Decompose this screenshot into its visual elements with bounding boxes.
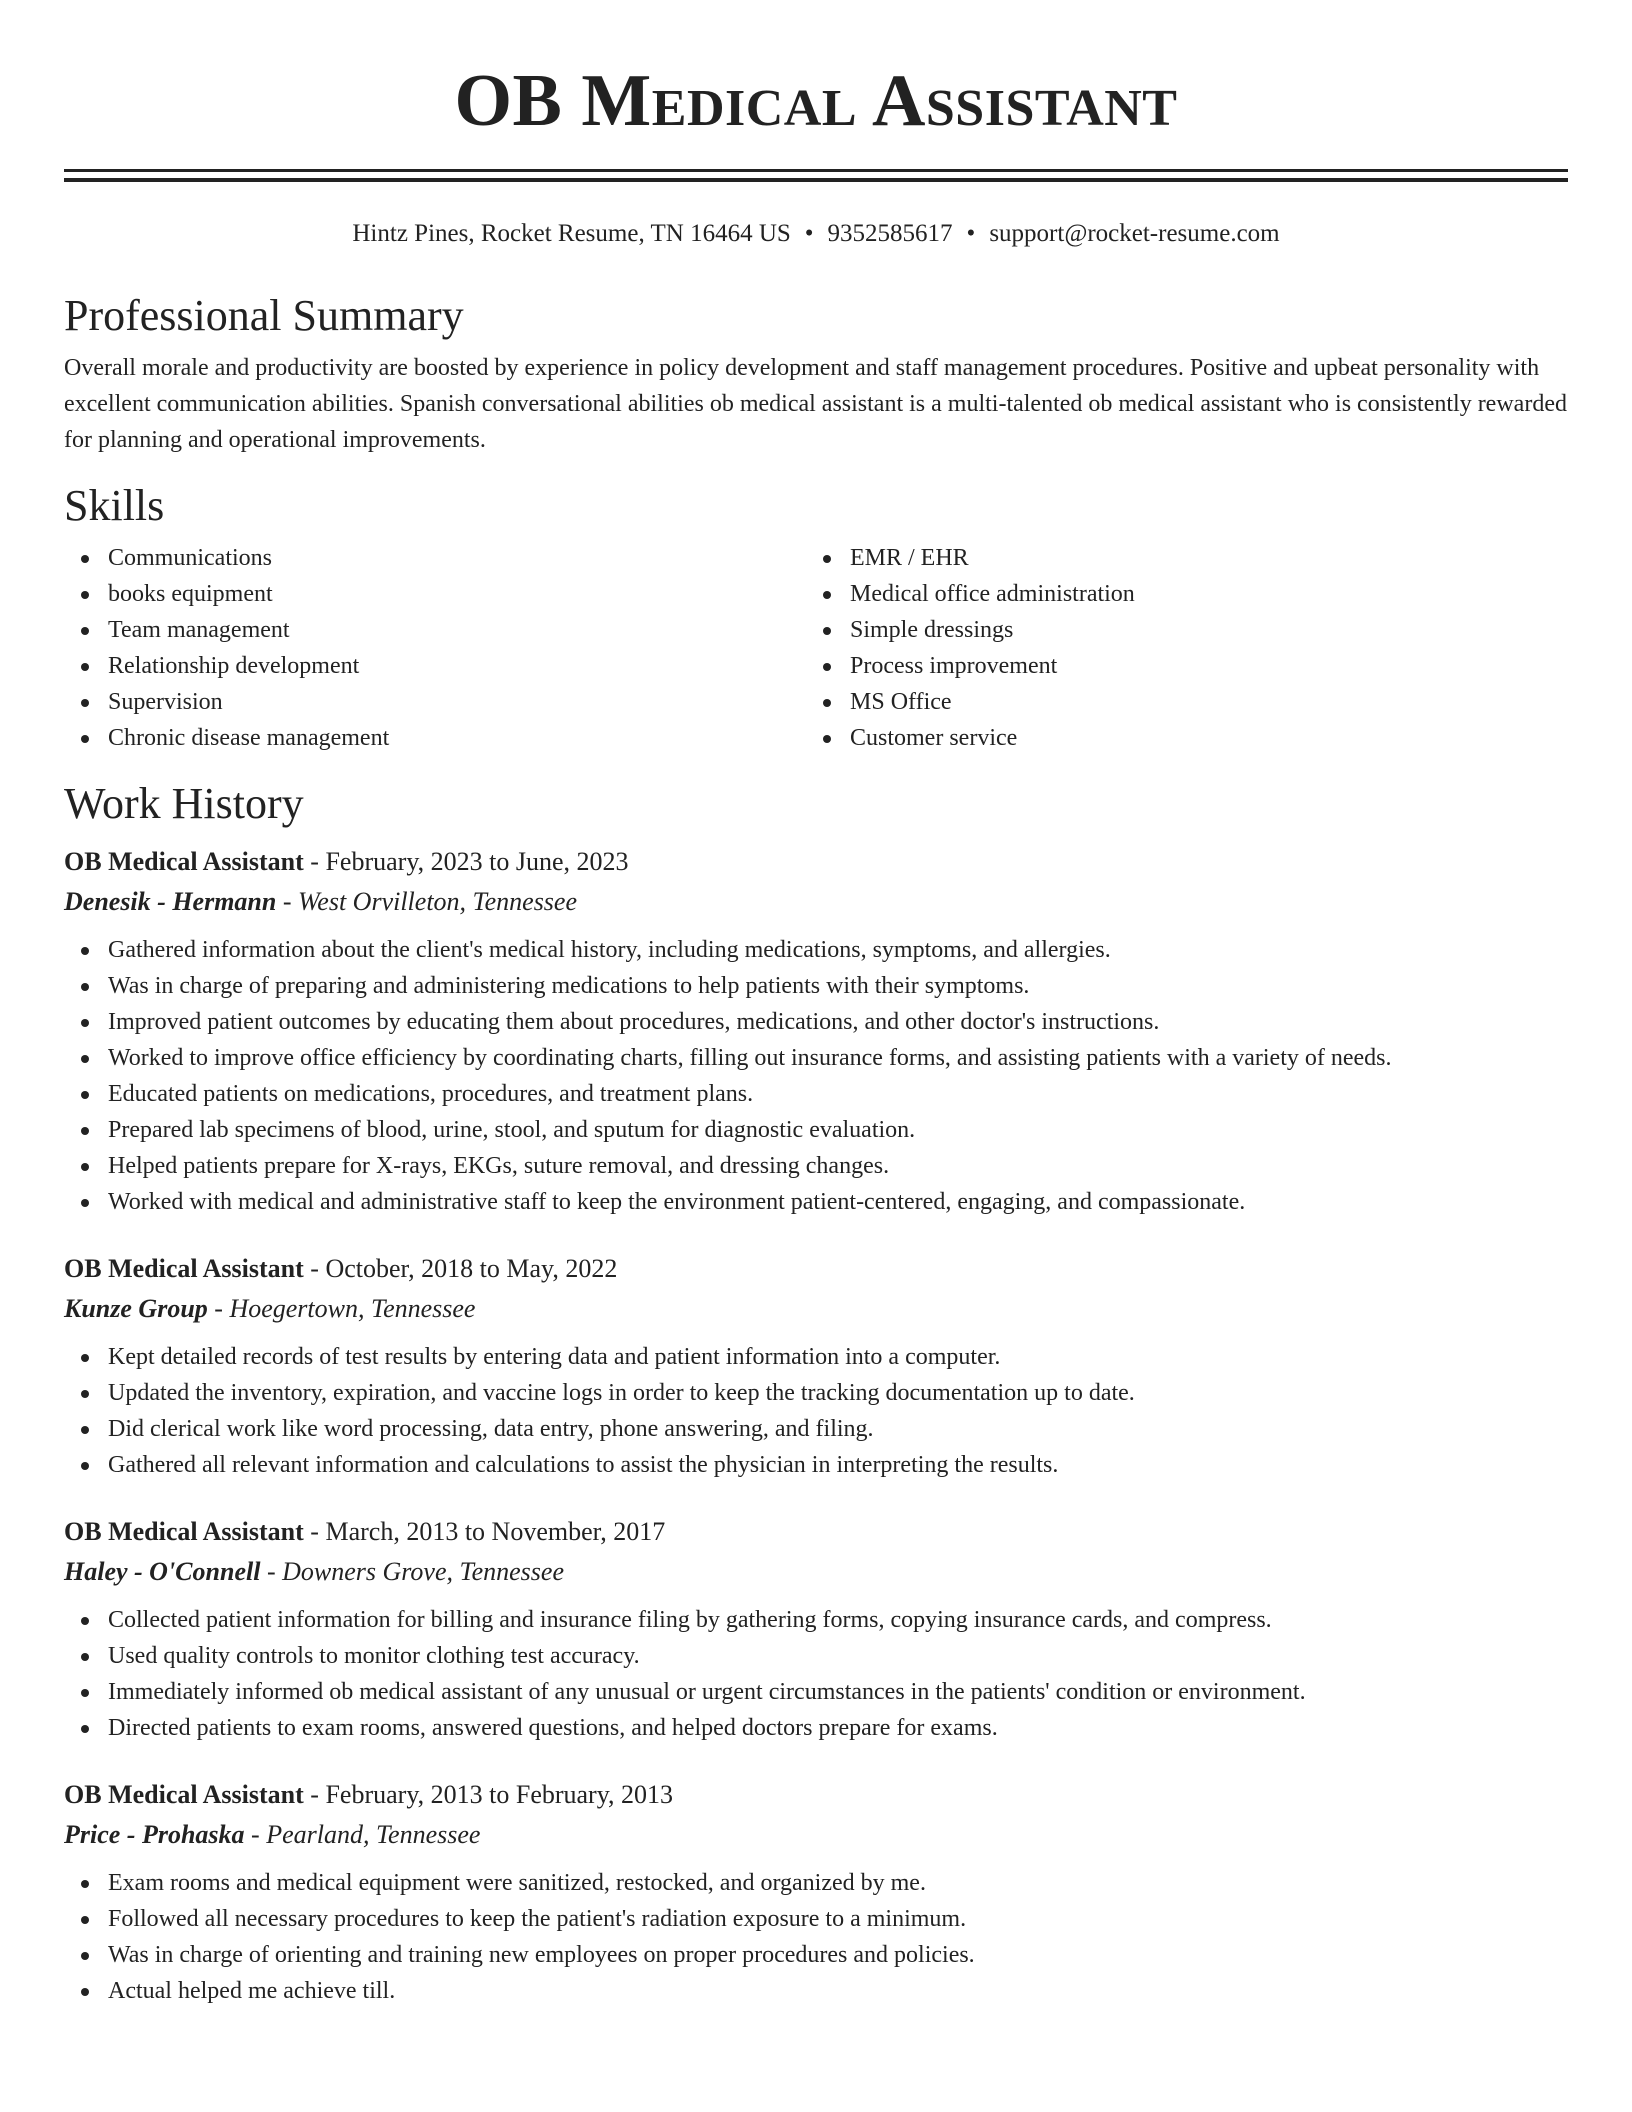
duty-item: Improved patient outcomes by educating them about procedures, medications, and other doctor's instructions. <box>64 1004 1568 1040</box>
job-title: OB Medical Assistant <box>64 847 304 876</box>
job-entry <box>64 844 1568 1220</box>
contact-email: support@rocket-resume.com <box>989 220 1280 247</box>
skill-item: books equipment <box>64 576 806 612</box>
duty-item: Exam rooms and medical equipment were sanitized, restocked, and organized by me. <box>64 1865 1568 1901</box>
job-title: OB Medical Assistant <box>64 1254 304 1283</box>
duty-item: Actual helped me achieve till. <box>64 1973 1568 2009</box>
job-company-line <box>64 1554 1568 1590</box>
contact-separator: • <box>804 220 814 247</box>
skill-item: Medical office administration <box>806 576 1548 612</box>
job-dash: - <box>260 1557 283 1586</box>
job-duties-list <box>64 1865 1568 2009</box>
job-duties-list <box>64 1339 1568 1483</box>
duty-item: Followed all necessary procedures to keep the patient's radiation exposure to a minimum. <box>64 1901 1568 1937</box>
duty-item: Directed patients to exam rooms, answered questions, and helped doctors prepare for exams. <box>64 1710 1568 1746</box>
duty-item: Kept detailed records of test results by entering data and patient information into a computer. <box>64 1339 1568 1375</box>
job-dash: - <box>244 1820 267 1849</box>
job-location: Pearland, Tennessee <box>266 1820 481 1849</box>
job-title-line <box>64 1251 1568 1287</box>
job-dash: - <box>303 1254 326 1283</box>
skill-item: Communications <box>64 540 806 576</box>
job-dash: - <box>303 1517 326 1546</box>
job-duties-list <box>64 932 1568 1220</box>
duty-item: Immediately informed ob medical assistant of any unusual or urgent circumstances in the patients' condition or environment. <box>64 1674 1568 1710</box>
skills-column-left <box>64 540 806 756</box>
duty-item: Gathered all relevant information and calculations to assist the physician in interpreting the results. <box>64 1447 1568 1483</box>
job-location: Hoegertown, Tennessee <box>229 1294 476 1323</box>
contact-phone: 9352585617 <box>827 220 953 247</box>
job-company: Denesik - Hermann <box>64 887 277 916</box>
job-entry <box>64 1251 1568 1483</box>
header-divider-bottom <box>64 178 1568 182</box>
job-title-line <box>64 1777 1568 1813</box>
job-company-line <box>64 884 1568 920</box>
skills-grid <box>64 540 1568 756</box>
duty-item: Gathered information about the client's medical history, including medications, symptoms, and allergies. <box>64 932 1568 968</box>
job-company: Kunze Group <box>64 1294 208 1323</box>
duty-item: Updated the inventory, expiration, and vaccine logs in order to keep the tracking documentation up to date. <box>64 1375 1568 1411</box>
skill-item: Supervision <box>64 684 806 720</box>
summary-text: Overall morale and productivity are boosted by experience in policy development and staff management procedures. Positive and upbeat personality with excellent communication abilities. Spanish conversational abilities ob medical assistant is a multi-talented ob medical assistant who is consistently rewarded for planning and operational improvements. <box>64 355 1567 453</box>
job-company-line <box>64 1817 1568 1853</box>
header-divider-top <box>64 169 1568 172</box>
skills-heading: Skills <box>64 481 165 530</box>
job-company-line <box>64 1291 1568 1327</box>
job-dash: - <box>207 1294 230 1323</box>
duty-item: Worked with medical and administrative staff to keep the environment patient-centered, engaging, and compassionate. <box>64 1184 1568 1220</box>
job-title-line <box>64 844 1568 880</box>
skill-item: Process improvement <box>806 648 1548 684</box>
duty-item: Was in charge of orienting and training new employees on proper procedures and policies. <box>64 1937 1568 1973</box>
job-dates: March, 2013 to November, 2017 <box>325 1517 666 1546</box>
job-title: OB Medical Assistant <box>64 1780 304 1809</box>
job-entry <box>64 1514 1568 1746</box>
contact-line <box>64 218 1568 250</box>
duty-item: Did clerical work like word processing, data entry, phone answering, and filing. <box>64 1411 1568 1447</box>
job-dates: February, 2013 to February, 2013 <box>325 1780 674 1809</box>
job-dash: - <box>303 847 326 876</box>
skills-column-right <box>806 540 1548 756</box>
skill-item: MS Office <box>806 684 1548 720</box>
job-duties-list <box>64 1602 1568 1746</box>
job-location: Downers Grove, Tennessee <box>282 1557 564 1586</box>
skill-item: Simple dressings <box>806 612 1548 648</box>
skill-item: Relationship development <box>64 648 806 684</box>
skill-item: Team management <box>64 612 806 648</box>
skill-item: EMR / EHR <box>806 540 1548 576</box>
job-entry <box>64 1777 1568 2009</box>
skill-item: Chronic disease management <box>64 720 806 756</box>
skill-item: Customer service <box>806 720 1548 756</box>
duty-item: Helped patients prepare for X-rays, EKGs, suture removal, and dressing changes. <box>64 1148 1568 1184</box>
resume-page <box>64 0 1568 2009</box>
job-location: West Orvilleton, Tennessee <box>298 887 578 916</box>
resume-name: OB Medical Assistant <box>454 60 1178 142</box>
duty-item: Collected patient information for billing and insurance filing by gathering forms, copying insurance cards, and compress. <box>64 1602 1568 1638</box>
duty-item: Educated patients on medications, procedures, and treatment plans. <box>64 1076 1568 1112</box>
job-dash: - <box>276 887 299 916</box>
summary-heading: Professional Summary <box>64 291 464 340</box>
contact-address: Hintz Pines, Rocket Resume, TN 16464 US <box>352 220 791 247</box>
duty-item: Worked to improve office efficiency by coordinating charts, filling out insurance forms, and assisting patients with a variety of needs. <box>64 1040 1568 1076</box>
duty-item: Prepared lab specimens of blood, urine, stool, and sputum for diagnostic evaluation. <box>64 1112 1568 1148</box>
contact-separator: • <box>966 220 976 247</box>
job-title-line <box>64 1514 1568 1550</box>
job-company: Price - Prohaska <box>64 1820 245 1849</box>
duty-item: Was in charge of preparing and administering medications to help patients with their symptoms. <box>64 968 1568 1004</box>
job-title: OB Medical Assistant <box>64 1517 304 1546</box>
work-history-heading: Work History <box>64 779 304 828</box>
duty-item: Used quality controls to monitor clothing test accuracy. <box>64 1638 1568 1674</box>
job-dash: - <box>303 1780 326 1809</box>
job-company: Haley - O'Connell <box>64 1557 261 1586</box>
job-dates: October, 2018 to May, 2022 <box>325 1254 618 1283</box>
job-dates: February, 2023 to June, 2023 <box>325 847 629 876</box>
